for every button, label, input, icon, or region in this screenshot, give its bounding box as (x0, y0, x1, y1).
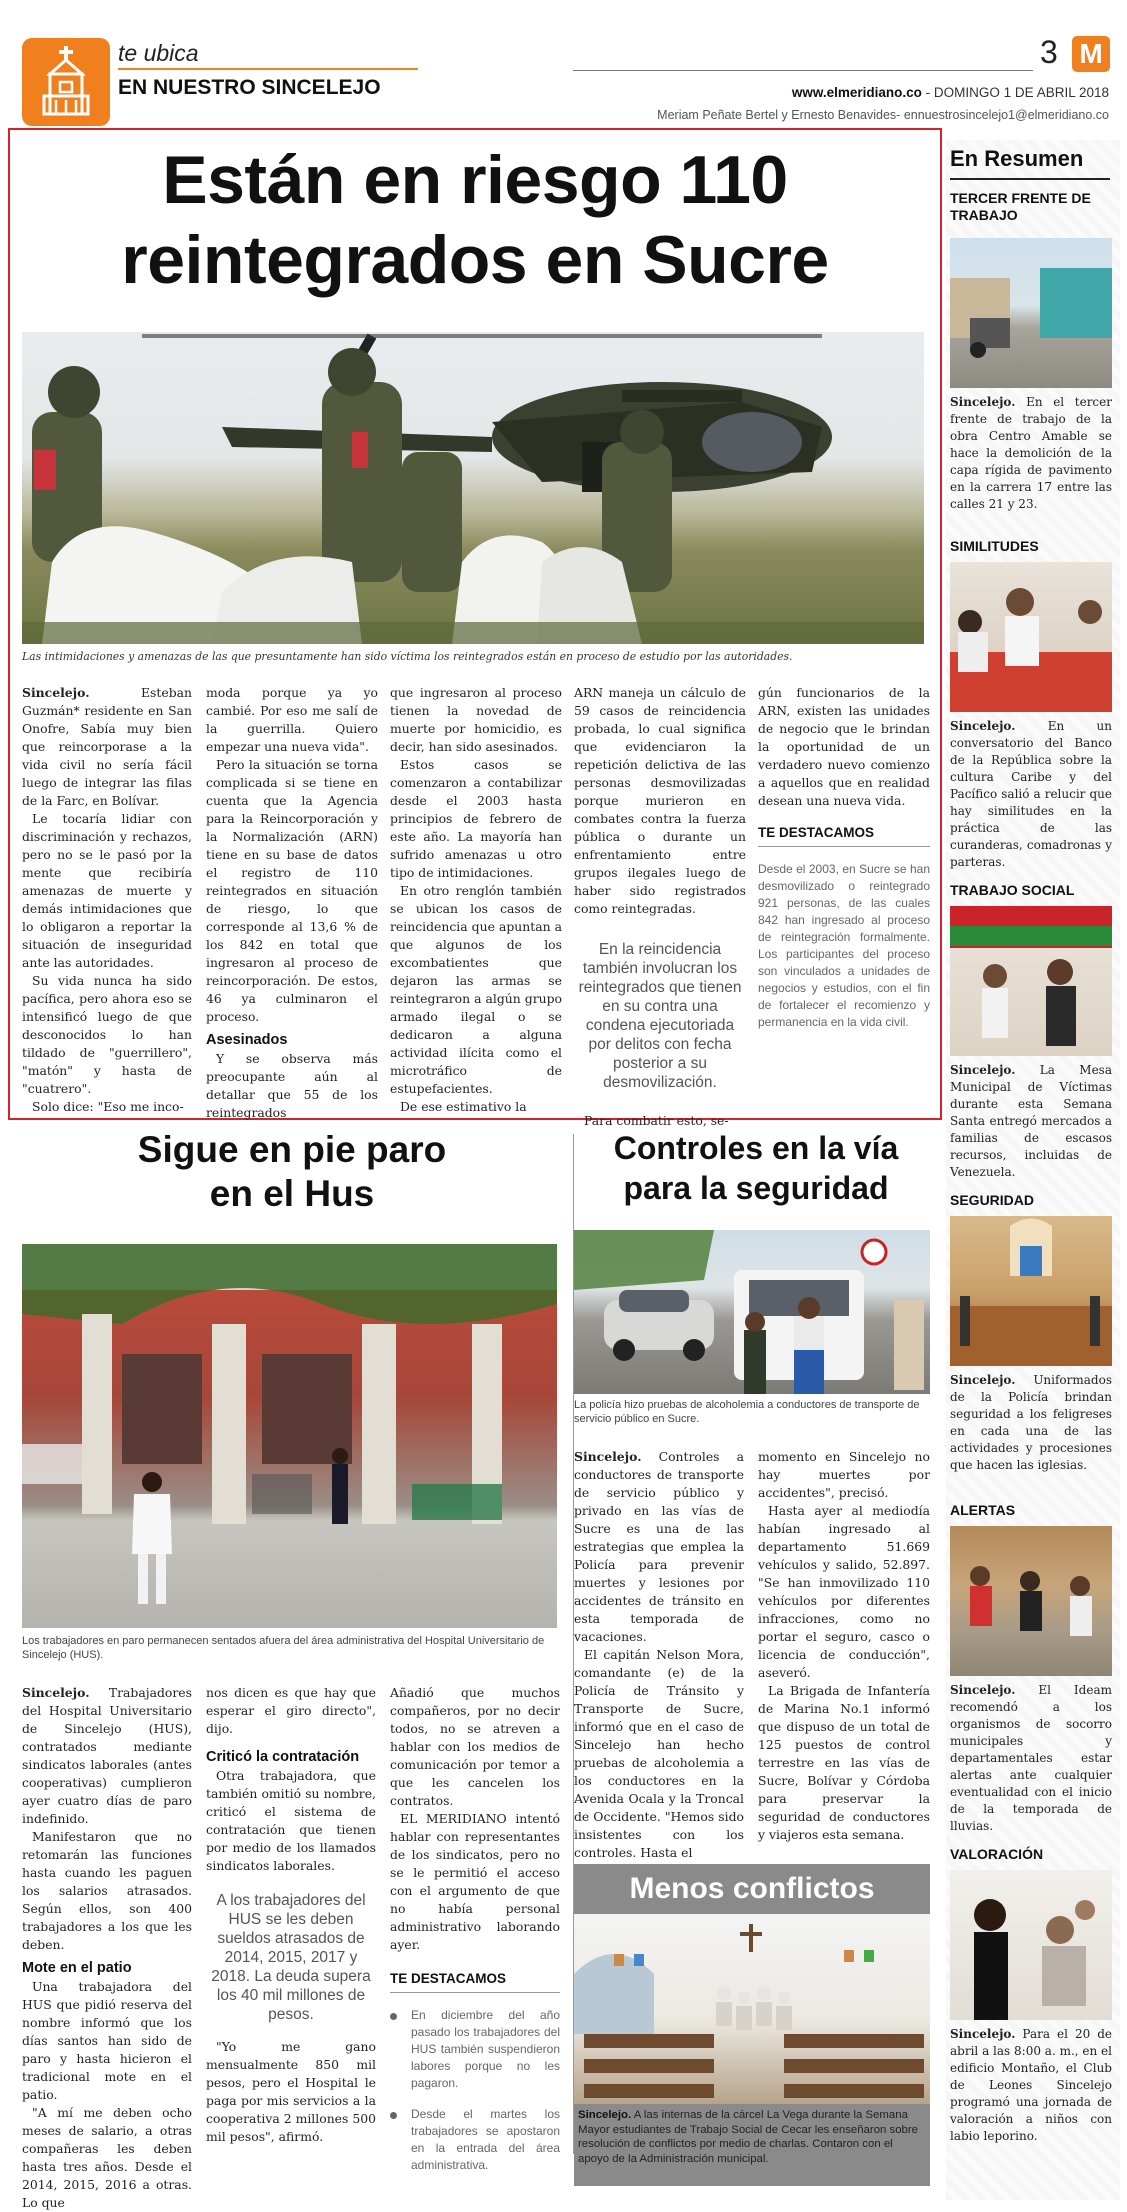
conflictos-title: Menos conflictos (629, 1872, 875, 1905)
hus-col2: nos dicen es que hay que esperar el giro directo", dijo. Criticó la contratación Otra trabajadora, que también omitió su nombre, criticó el sistema de contratación que tienen por medio de los llamados sindicatos laborales. A los trabajadores del HUS se les deben sueldos atrasados de 2014, 2015, 2017 y 2018. La deuda supera los 40 mil millones de pesos. "Yo me gano mensualmente 850 mil pesos, pero el Hospital le paga por mis servicios a la cooperativa 2 millones 500 mil pesos", afirmó. (206, 1685, 376, 2144)
hus-bullet-1: En diciembre del año pasado los trabajadores del HUS también suspendieron labores porque no les pagaron. (390, 2007, 560, 2092)
controles-headline-line2: para la seguridad (623, 1170, 889, 1206)
hus-headline (22, 1128, 562, 1216)
hus-headline-line1: Sigue en pie paro (137, 1129, 447, 1170)
subhead-critico: Criticó la contratación (206, 1749, 360, 1765)
bullet-icon (390, 2112, 397, 2119)
resumen-photo-6 (950, 1870, 1112, 2020)
bullet-icon (390, 2013, 397, 2020)
hus-photo (22, 1244, 557, 1628)
resumen-text-2: Sincelejo. En un conversatorio del Banco de la República sobre la cultura Caribe y del Pacífico salió a relucir que hay similitudes en la práctica de las curanderas, comadronas y parteras. (950, 719, 1112, 869)
main-story-col4: ARN maneja un cálculo de 59 casos de reincidencia probada, lo cual significa que evidenciaron la repetición delictiva de las personas desmovilizadas porque murieron en combates contra la fuerza pública o durante un enfrentamiento entre grupos ilegales luego de haber sido registrados como reintegradas. En la reincidencia también involucran los reintegrados que tienen en su contra una condena ejecutoriada por delitos con fecha posterior a su desmovilización. Para combatir esto, se- (574, 685, 746, 1128)
subhead-asesinados: Asesinados (206, 1032, 288, 1048)
hus-col1: Sincelejo. Trabajadores del Hospital Universitario de Sincelejo (HUS), contratados mediante sindicatos laborales (antes cooperativas) cumplieron ayer cuatro días de paro indefinido. Manifestaron que no retomarán las funciones hasta cuando les paguen los salarios atrasados. Según ellos, son 400 trabajadores a los que les deben. Mote en el patio Una trabajadora del HUS que pidió reserva del nombre informó que los días santos han sido de paro y hasta hicieron el tradicional mote en el patio. "A mí me deben ocho meses de salario, a otras compañeras les deben hasta tres años. Desde el 2014, 2015, 2016 a otras. Lo que (22, 1685, 192, 2210)
conflictos-caption: Sincelejo. A las internas de la cárcel La Vega durante la Semana Mayor estudiantes de Trabajo Social de Cecar les enseñaron sobre resolución de conflictos por medio de charlas. Contaron con el apoyo de la Administración municipal. (578, 2109, 919, 2165)
controles-headline (578, 1128, 934, 1208)
main-pullquote: En la reincidencia también involucran los reintegrados que tienen en su contra una condena ejecutoriada por delitos con fecha posterior a su desmovilización. (578, 941, 742, 1091)
main-headline (16, 140, 934, 300)
section-tag-rule (118, 68, 418, 70)
dateline: Sincelejo. (22, 1685, 90, 1700)
resumen-text-6: Sincelejo. Para el 20 de abril a las 8:00 a. m., en el edificio Montaño, el Club de Leones Sincelejo programó una jornada de valoración a niños con labio leporino. (950, 2027, 1112, 2143)
section-logo (22, 38, 110, 126)
hus-headline-line2: en el Hus (209, 1173, 375, 1214)
page-number: 3 (1040, 34, 1058, 70)
main-photo (22, 332, 924, 644)
publication-logo: M (1072, 36, 1110, 72)
hus-photo-caption: Los trabajadores en paro permanecen sentados afuera del área administrativa del Hospital Universitario de Sincelejo (HUS). (22, 1635, 545, 1661)
controles-photo-caption: La policía hizo pruebas de alcoholemia a conductores de transporte de servicio público en Sucre. (574, 1399, 920, 1425)
resumen-head-5: ALERTAS (950, 1502, 1016, 1518)
main-headline-line1: Están en riesgo 110 (162, 142, 788, 218)
dateline: Sincelejo. (22, 685, 90, 700)
resumen-text-4: Sincelejo. Uniformados de la Policía brindan seguridad a los feligreses en cada una de las actividades y procesiones que hacen las iglesias. (950, 1373, 1112, 1472)
resumen-title: En Resumen (950, 146, 1084, 171)
resumen-photo-2 (950, 562, 1112, 712)
main-photo-caption: Las intimidaciones y amenazas de las que presuntamente han sido víctima los reintegrados están en proceso de estudio por las autoridades. (22, 650, 793, 663)
dateline: Sincelejo. (574, 1449, 642, 1464)
hus-bullet-2: Desde el martes los trabajadores se apostaron en la entrada del área administrativa. (390, 2106, 560, 2174)
hus-col3: Añadió que muchos compañeros, por no decir todos, no se atreven a hablar con los medios de comunicación por temor a que les cancelen los contratos. EL MERIDIANO intentó hablar con representantes de los sindicatos, pero no se le permitió el acceso con el argumento de que no había personal administrativo laborando ayer. TE DESTACAMOS En diciembre del año pasado los trabajadores del HUS también suspendieron labores porque no les pagaron. Desde el martes los trabajadores se apostaron en la entrada del área administrativa. (390, 1685, 560, 2172)
header-dateline: www.elmeridiano.co - DOMINGO 1 DE ABRIL 2018 (791, 85, 1109, 100)
resumen-text-1: Sincelejo. En el tercer frente de trabajo de la obra Centro Amable se hace la demolición de la capa rígida de pavimento en la carrera 17 entre las calles 21 y 23. (950, 395, 1112, 511)
controles-headline-line1: Controles en la vía (613, 1130, 899, 1166)
te-destacamos-text: Desde el 2003, en Sucre se han desmovilizado o reintegrado 921 personas, de las cuales 842 han ingresado al proceso de reintegración formalmente. Los participantes del proceso son vinculados a unidades de negocios y estudios, con el fin de fortalecer el recomienzo y permanencia en la vida civil. (758, 862, 930, 1029)
section-title: EN NUESTRO SINCELEJO (118, 76, 381, 99)
hus-te-destacamos-title: TE DESTACAMOS (390, 1970, 560, 1993)
resumen-head-3: TRABAJO SOCIAL (950, 882, 1075, 898)
conflictos-photo (574, 1914, 930, 2104)
main-story-col5: gún funcionarios de la ARN, existen las unidades de negocio que le brindan la oportunidad de un verdadero nuevo comienzo a aquellos que en realidad desean una nueva vida. TE DESTACAMOS Desde el 2003, en Sucre se han desmovilizado o reintegrado 921 personas, de las cuales 842 han ingresado al proceso de reintegración formalmente. Los participantes del proceso son vinculados a unidades de negocios y estudios, con el fin de fortalecer el recomienzo y permanencia en la vida civil. (758, 685, 930, 1029)
resumen-text-5: Sincelejo. El Ideam recomendó a los organismos de socorro municipales y departamentales estar alertas ante cualquier eventualidad con el inicio de la temporada de lluvias. (950, 1683, 1112, 1833)
controles-photo (574, 1230, 930, 1394)
authors-line: Meriam Peñate Bertel y Ernesto Benavides- ennuestrosincelejo1@elmeridiano.co (657, 108, 1109, 122)
resumen-photo-1 (950, 238, 1112, 388)
resumen-photo-4 (950, 1216, 1112, 1366)
resumen-head-4: SEGURIDAD (950, 1192, 1035, 1208)
header-rule (573, 70, 1033, 71)
resumen-photo-3 (950, 906, 1112, 1056)
main-story-col3: que ingresaron al proceso tienen la novedad de muerte por homicidio, es decir, han sido asesinados. Estos casos se comenzaron a contabilizar desde el 2003 hasta principios de febrero de este año. La mayoría han sufrido amenazas u otro tipo de intimidaciones. En otro renglón también se ubican los casos de reincidencia que apuntan a que algunos de los excombatientes que dejaron las armas se reintegraron a algún grupo armado ilegal o se dedicaron a alguna actividad ilícita como el microtráfico de estupefacientes. De ese estimativo la (390, 685, 562, 1114)
issue-date: DOMINGO 1 DE ABRIL 2018 (933, 85, 1109, 100)
resumen-head-1: TERCER FRENTE DE TRABAJO (950, 190, 1091, 223)
controles-col1: Sincelejo. Controles a conductores de transporte de servicio público y privado en las vías de Sucre es una de las estrategias que emplea la Policía para prevenir muertes y lesiones por accidentes de tránsito en esta temporada de vacaciones. El capitán Nelson Mora, comandante (e) de la Policía de Tránsito y Transporte de Sucre, informó que en el caso de Sincelejo han hecho pruebas de alcoholemia a los conductores en la Avenida Ocala y la Troncal de Occidente. "Hemos sido insistentes con los controles. Hasta el (574, 1449, 744, 1860)
hus-pullquote: A los trabajadores del HUS se les deben sueldos atrasados de 2014, 2015, 2017 y 2018. La deuda supera los 40 mil millones de pesos. (211, 1892, 371, 2023)
church-icon (22, 38, 110, 126)
subhead-mote: Mote en el patio (22, 1960, 132, 1976)
resumen-head-2: SIMILITUDES (950, 538, 1039, 554)
website-link[interactable]: www.elmeridiano.co (791, 85, 922, 100)
main-story-col1: Sincelejo. Esteban Guzmán* residente en San Onofre, Sabía muy bien que reincorporase a la vida civil no sería fácil luego de integrar las filas de la Farc, en Bolívar. Le tocaría lidiar con discriminación y rechazos, pero no se le pasó por la mente que recibiría amenazas de muerte y demás intimidaciones que lo obligaron a reportar la situación de inseguridad ante las autoridades. Su vida nunca ha sido pacífica, pero ahora eso se intensificó luego de que desconocidos lo han tildado de "guerrillero", "matón" y hasta de "cuatrero". Solo dice: "Eso me inco- (22, 685, 192, 1114)
main-story-col2: moda porque ya yo cambié. Por eso me salí de la guerrilla. Quiero empezar una nueva vida". Pero la situación se torna complicada si se tiene en cuenta que la Agencia para la Reincorporación y la Normalización (ARN) tiene en su base de datos el registro de 110 reintegrados en situación de riesgo, lo que corresponde al 13,6 % de los 842 en total que ingresaron al proceso de reincorporación. De estos, 46 ya culminaron el proceso. Asesinados Y se observa más preocupante aún al detallar que 55 de los reintegrados (206, 685, 378, 1120)
resumen-photo-5 (950, 1526, 1112, 1676)
te-destacamos-title: TE DESTACAMOS (758, 824, 930, 847)
section-tag: te ubica (118, 40, 199, 66)
controles-col2: momento en Sincelejo no hay muertes por accidentes", precisó. Hasta ayer al mediodía habían ingresado al departamento 51.669 vehículos y salido, 52.897. "Se han inmovilizado 110 vehículos por diferentes infracciones, como no portar el seguro, casco o licencia de conducción", aseveró. La Brigada de Infantería de Marina No.1 informó que dispuso de un total de 125 puestos de control terrestre en las vías de Sucre, Bolívar y Córdoba para preservar la seguridad de conductores y viajeros esta semana. (758, 1449, 930, 1842)
main-headline-line2: reintegrados en Sucre (121, 222, 829, 298)
resumen-text-3: Sincelejo. La Mesa Municipal de Víctimas durante esta Semana Santa entregó mercados a familias de escasos recursos, incluidas de Venezuela. (950, 1063, 1112, 1179)
resumen-title-rule (950, 178, 1110, 180)
resumen-head-6: VALORACIÓN (950, 1846, 1044, 1862)
